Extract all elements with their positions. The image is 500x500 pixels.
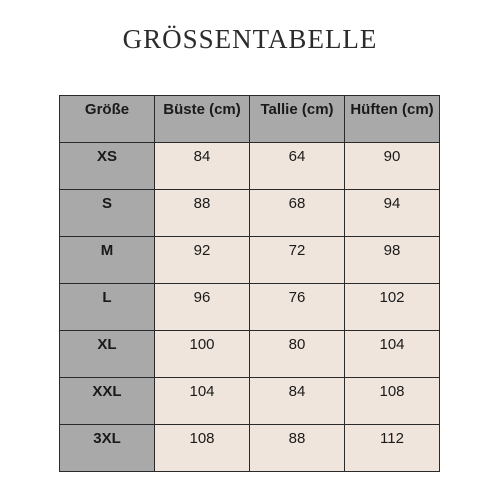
cell-hips: 102 bbox=[345, 284, 440, 331]
cell-waist: 88 bbox=[250, 425, 345, 472]
row-size-label: XL bbox=[60, 331, 155, 378]
header-bust: Büste (cm) bbox=[155, 96, 250, 143]
row-size-label: XXL bbox=[60, 378, 155, 425]
table-header-row bbox=[60, 96, 440, 143]
cell-waist: 68 bbox=[250, 190, 345, 237]
cell-hips: 90 bbox=[345, 143, 440, 190]
page-title: GRÖSSENTABELLE bbox=[122, 24, 378, 54]
table-row bbox=[60, 378, 440, 425]
row-size-label: XS bbox=[60, 143, 155, 190]
cell-waist: 72 bbox=[250, 237, 345, 284]
cell-bust: 84 bbox=[155, 143, 250, 190]
cell-bust: 108 bbox=[155, 425, 250, 472]
cell-hips: 94 bbox=[345, 190, 440, 237]
cell-bust: 104 bbox=[155, 378, 250, 425]
cell-waist: 76 bbox=[250, 284, 345, 331]
table-row bbox=[60, 237, 440, 284]
cell-waist: 84 bbox=[250, 378, 345, 425]
header-waist: Tallie (cm) bbox=[250, 96, 345, 143]
cell-waist: 80 bbox=[250, 331, 345, 378]
cell-bust: 96 bbox=[155, 284, 250, 331]
cell-hips: 104 bbox=[345, 331, 440, 378]
table-row bbox=[60, 143, 440, 190]
cell-hips: 108 bbox=[345, 378, 440, 425]
row-size-label: M bbox=[60, 237, 155, 284]
header-hips: Hüften (cm) bbox=[345, 96, 440, 143]
cell-hips: 98 bbox=[345, 237, 440, 284]
cell-bust: 100 bbox=[155, 331, 250, 378]
table-row bbox=[60, 190, 440, 237]
cell-bust: 92 bbox=[155, 237, 250, 284]
cell-bust: 88 bbox=[155, 190, 250, 237]
header-size: Größe bbox=[60, 96, 155, 143]
row-size-label: S bbox=[60, 190, 155, 237]
cell-waist: 64 bbox=[250, 143, 345, 190]
cell-hips: 112 bbox=[345, 425, 440, 472]
table-row bbox=[60, 284, 440, 331]
size-chart-table bbox=[59, 95, 440, 472]
table-row bbox=[60, 331, 440, 378]
row-size-label: L bbox=[60, 284, 155, 331]
table-row bbox=[60, 425, 440, 472]
row-size-label: 3XL bbox=[60, 425, 155, 472]
